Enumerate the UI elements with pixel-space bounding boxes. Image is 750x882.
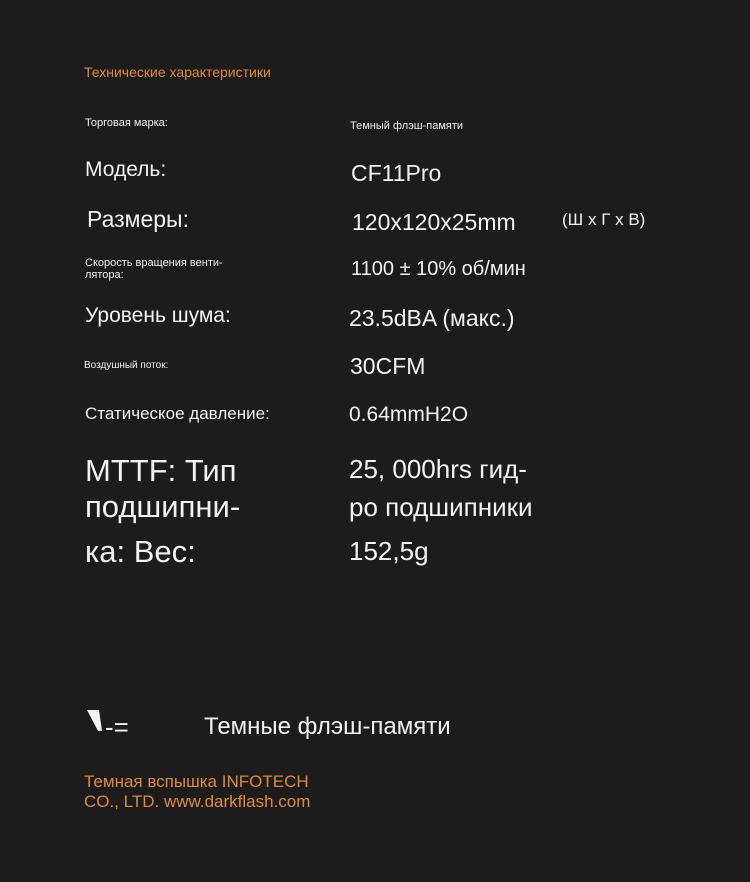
model-value: CF11Pro <box>351 160 442 186</box>
brand-name: Темные флэш-памяти <box>204 713 451 740</box>
logo-text: -= <box>105 712 129 742</box>
mttf-label-line1: MTTF: Тип <box>85 453 237 488</box>
mttf-label-line2: подшипни- <box>85 489 241 524</box>
mttf-value-line2: ро подшипники <box>349 492 533 522</box>
brand-label: Торговая марка: <box>85 117 168 129</box>
fan-speed-label-line2: лятора: <box>85 269 124 281</box>
size-label: Размеры: <box>87 206 189 232</box>
mttf-value-line1: 25, 000hrs гид- <box>349 454 527 484</box>
noise-value: 23.5dBA (макс.) <box>349 305 515 331</box>
company-line2: CO., LTD. www.darkflash.com <box>84 792 311 811</box>
company-info <box>84 772 344 812</box>
airflow-value: 30CFM <box>350 353 426 379</box>
fan-speed-label-line1: Скорость вращения венти- <box>85 257 223 269</box>
mttf-value-line3: 152,5g <box>349 536 429 566</box>
pressure-label: Статическое давление: <box>85 404 270 423</box>
pressure-value: 0.64mmH2O <box>349 403 469 426</box>
company-line1: Темная вспышка INFOTECH <box>84 772 309 791</box>
fan-speed-label <box>85 257 245 281</box>
size-note: (Ш x Г x В) <box>562 210 646 229</box>
fan-speed-value: 1100 ± 10% об/мин <box>351 258 526 280</box>
section-title: Технические характеристики <box>84 64 271 80</box>
brand-value: Темный флэш-памяти <box>350 120 464 132</box>
mttf-label-line3: ка: Вес: <box>85 534 196 569</box>
model-label: Модель: <box>85 158 167 181</box>
noise-label: Уровень шума: <box>85 304 231 327</box>
airflow-label: Воздушный поток: <box>84 360 169 371</box>
size-value: 120x120x25mm <box>352 209 516 235</box>
